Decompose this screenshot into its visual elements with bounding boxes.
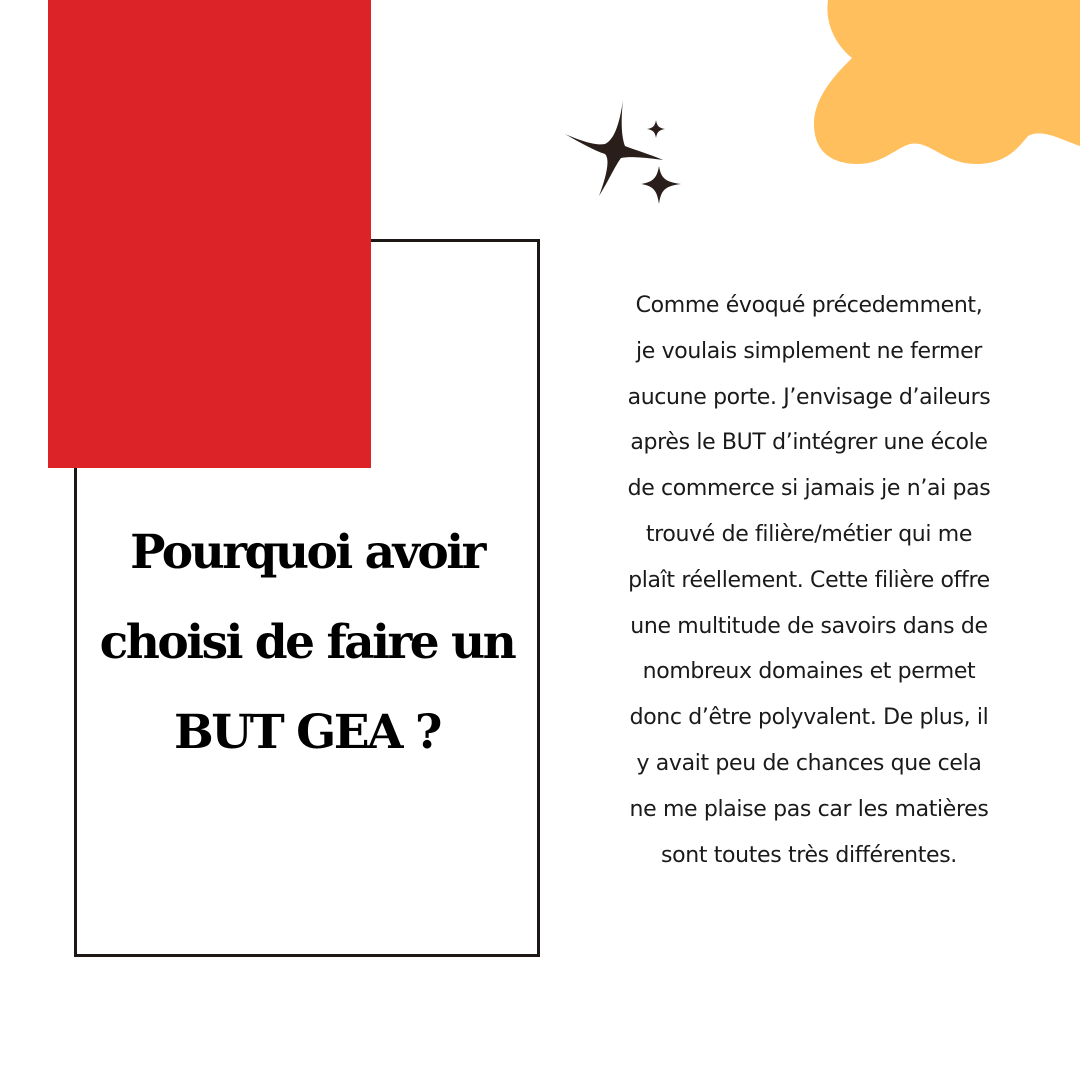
body-line: ne me plaise pas car les matières xyxy=(629,796,989,822)
body-line: y avait peu de chances que cela xyxy=(636,750,982,776)
body-line: de commerce si jamais je n’ai pas xyxy=(627,476,991,502)
body-line: je voulais simplement ne fermer xyxy=(636,338,982,364)
title-line: Pourquoi avoir xyxy=(130,525,484,580)
body-paragraph xyxy=(568,283,1050,878)
body-line: plaît réellement. Cette filière offre xyxy=(628,567,990,593)
title-line: BUT GEA ? xyxy=(174,705,440,760)
red-block xyxy=(48,0,371,468)
body-line: aucune porte. J’envisage d’aileurs xyxy=(627,384,991,410)
body-line: nombreux domaines et permet xyxy=(642,659,976,685)
body-line: donc d’être polyvalent. De plus, il xyxy=(629,705,989,731)
sparkle-large xyxy=(565,100,663,196)
body-line: après le BUT d’intégrer une école xyxy=(630,430,988,456)
body-line: sont toutes très différentes. xyxy=(661,842,957,868)
page-title xyxy=(74,508,540,778)
title-line: choisi de faire un xyxy=(99,615,515,670)
sparkle-medium xyxy=(641,166,681,204)
red-block-fill xyxy=(48,0,371,468)
sparkles-icon xyxy=(555,92,690,212)
yellow-blob-shape xyxy=(780,0,1080,200)
body-line: une multitude de savoirs dans de xyxy=(630,613,988,639)
body-line: Comme évoqué précedemment, xyxy=(635,293,983,318)
yellow-blob-path xyxy=(814,0,1080,164)
body-line: trouvé de filière/métier qui me xyxy=(645,521,973,547)
sparkle-small xyxy=(647,120,665,138)
